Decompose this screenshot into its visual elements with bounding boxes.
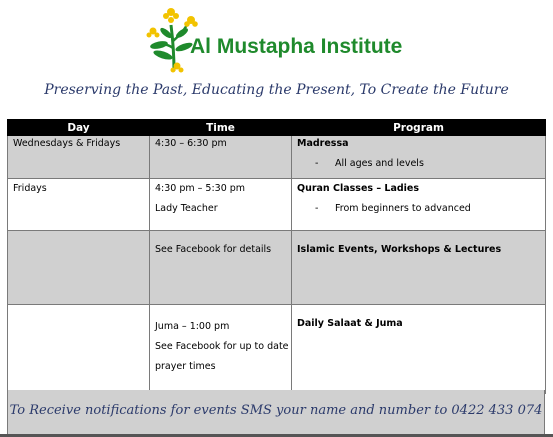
program-title: Islamic Events, Workshops & Lectures [297,244,502,255]
day-cell [8,305,150,394]
footer-notice-box [7,390,545,436]
time-text: prayer times [155,361,216,372]
table-row [8,305,546,394]
program-title: Daily Salaat & Juma [297,318,403,329]
logo [146,3,416,73]
table-row [8,231,546,305]
time-text: 4:30 – 6:30 pm [155,138,227,149]
day-text: Fridays [13,183,47,194]
day-cell [8,136,150,179]
table-row [8,136,546,179]
day-text: Wednesdays & Fridays [13,138,121,149]
time-cell [150,231,292,305]
tagline: Preserving the Past, Educating the Present, To Create the Future [44,82,509,98]
program-cell [292,136,546,179]
column-header-time: Time [150,120,292,136]
program-bullet: - From beginners to advanced [315,203,471,214]
program-cell [292,179,546,231]
time-text: See Facebook for up to date [155,341,289,352]
table-header-row [8,120,546,136]
program-title: Madressa [297,138,349,149]
program-bullet-text: From beginners to advanced [335,203,471,214]
program-cell [292,305,546,394]
day-cell [8,179,150,231]
time-text: Juma – 1:00 pm [155,321,230,332]
time-cell [150,179,292,231]
column-header-day: Day [8,120,150,136]
time-text: 4:30 pm – 5:30 pm [155,183,246,194]
column-header-program: Program [292,120,546,136]
program-title: Quran Classes – Ladies [297,183,420,194]
time-cell [150,136,292,179]
institute-title: Al Mustapha Institute [190,35,403,58]
time-text: See Facebook for details [155,244,272,255]
program-cell [292,231,546,305]
schedule-table [7,119,546,394]
program-bullet-text: All ages and levels [335,158,424,169]
table-row [8,179,546,231]
time-text: Lady Teacher [155,203,218,214]
time-cell [150,305,292,394]
program-bullet: - All ages and levels [315,158,424,169]
sms-notification-notice: To Receive notifications for events SMS your name and number to 0422 433 074 [9,403,543,418]
day-cell [8,231,150,305]
